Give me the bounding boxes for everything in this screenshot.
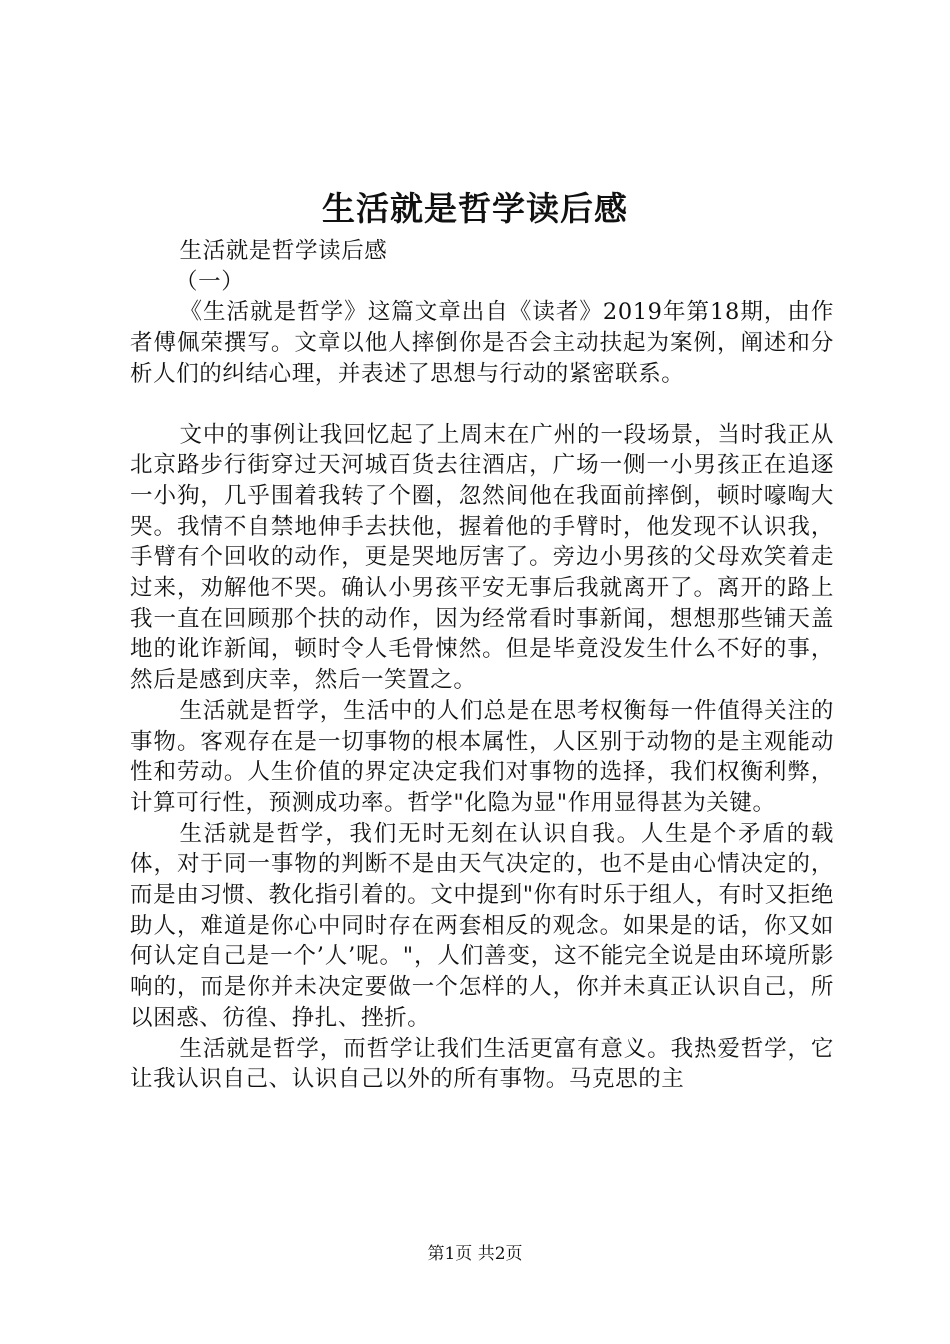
body-paragraph-2: 文中的事例让我回忆起了上周末在广州的一段场景，当时我正从北京路步行街穿过天河城百货去往酒店，广场一侧一小男孩正在追逐一小狗，几乎围着我转了个圈，忽然间他在我面前摔倒，顿时嚎啕大哭。我情不自禁地伸手去扶他，握着他的手臂时，他发现不认识我，手臂有个回收的动作，更是哭地厉害了。旁边小男孩的父母欢笑着走过来，劝解他不哭。确认小男孩平安无事后我就离开了。离开的路上我一直在回顾那个扶的动作，因为经常看时事新闻，想想那些铺天盖地的讹诈新闻，顿时令人毛骨悚然。但是毕竟没发生什么不好的事，然后是感到庆幸，然后一笑置之。 <box>130 421 834 694</box>
subtitle-paragraph: 生活就是哲学读后感 <box>179 238 388 264</box>
body-paragraph-1: 《生活就是哲学》这篇文章出自《读者》2019年第18期，由作者傅佩荣撰写。文章以他人摔倒你是否会主动扶起为案例，阐述和分析人们的纠结心理，并表述了思想与行动的紧密联系。 <box>130 299 834 387</box>
document-body <box>130 236 834 1095</box>
body-paragraph-5: 生活就是哲学，而哲学让我们生活更富有意义。我热爱哲学，它让我认识自己、认识自己以外的所有事物。马克思的主 <box>130 1035 834 1093</box>
body-paragraph-4: 生活就是哲学，我们无时无刻在认识自我。人生是个矛盾的载体，对于同一事物的判断不是由天气决定的，也不是由心情决定的，而是由习惯、教化指引着的。文中提到"你有时乐于组人，有时又拒绝助人，难道是你心中同时存在两套相反的观念。如果是的话，你又如何认定自己是一个’人’呢。"，人们善变，这不能完全说是由环境所影响的，而是你并未决定要做一个怎样的人，你并未真正认识自己，所以困惑、彷徨、挣扎、挫折。 <box>130 820 834 1031</box>
page-number-footer: 第1页 共2页 <box>427 1244 523 1264</box>
body-paragraph-3: 生活就是哲学，生活中的人们总是在思考权衡每一件值得关注的事物。客观存在是一切事物的根本属性，人区别于动物的是主观能动性和劳动。人生价值的界定决定我们对事物的选择，我们权衡利弊，计算可行性，预测成功率。哲学"化隐为显"作用显得甚为关键。 <box>130 697 834 816</box>
document-title: 生活就是哲学读后感 <box>322 189 628 228</box>
section-marker: （一） <box>175 268 245 295</box>
